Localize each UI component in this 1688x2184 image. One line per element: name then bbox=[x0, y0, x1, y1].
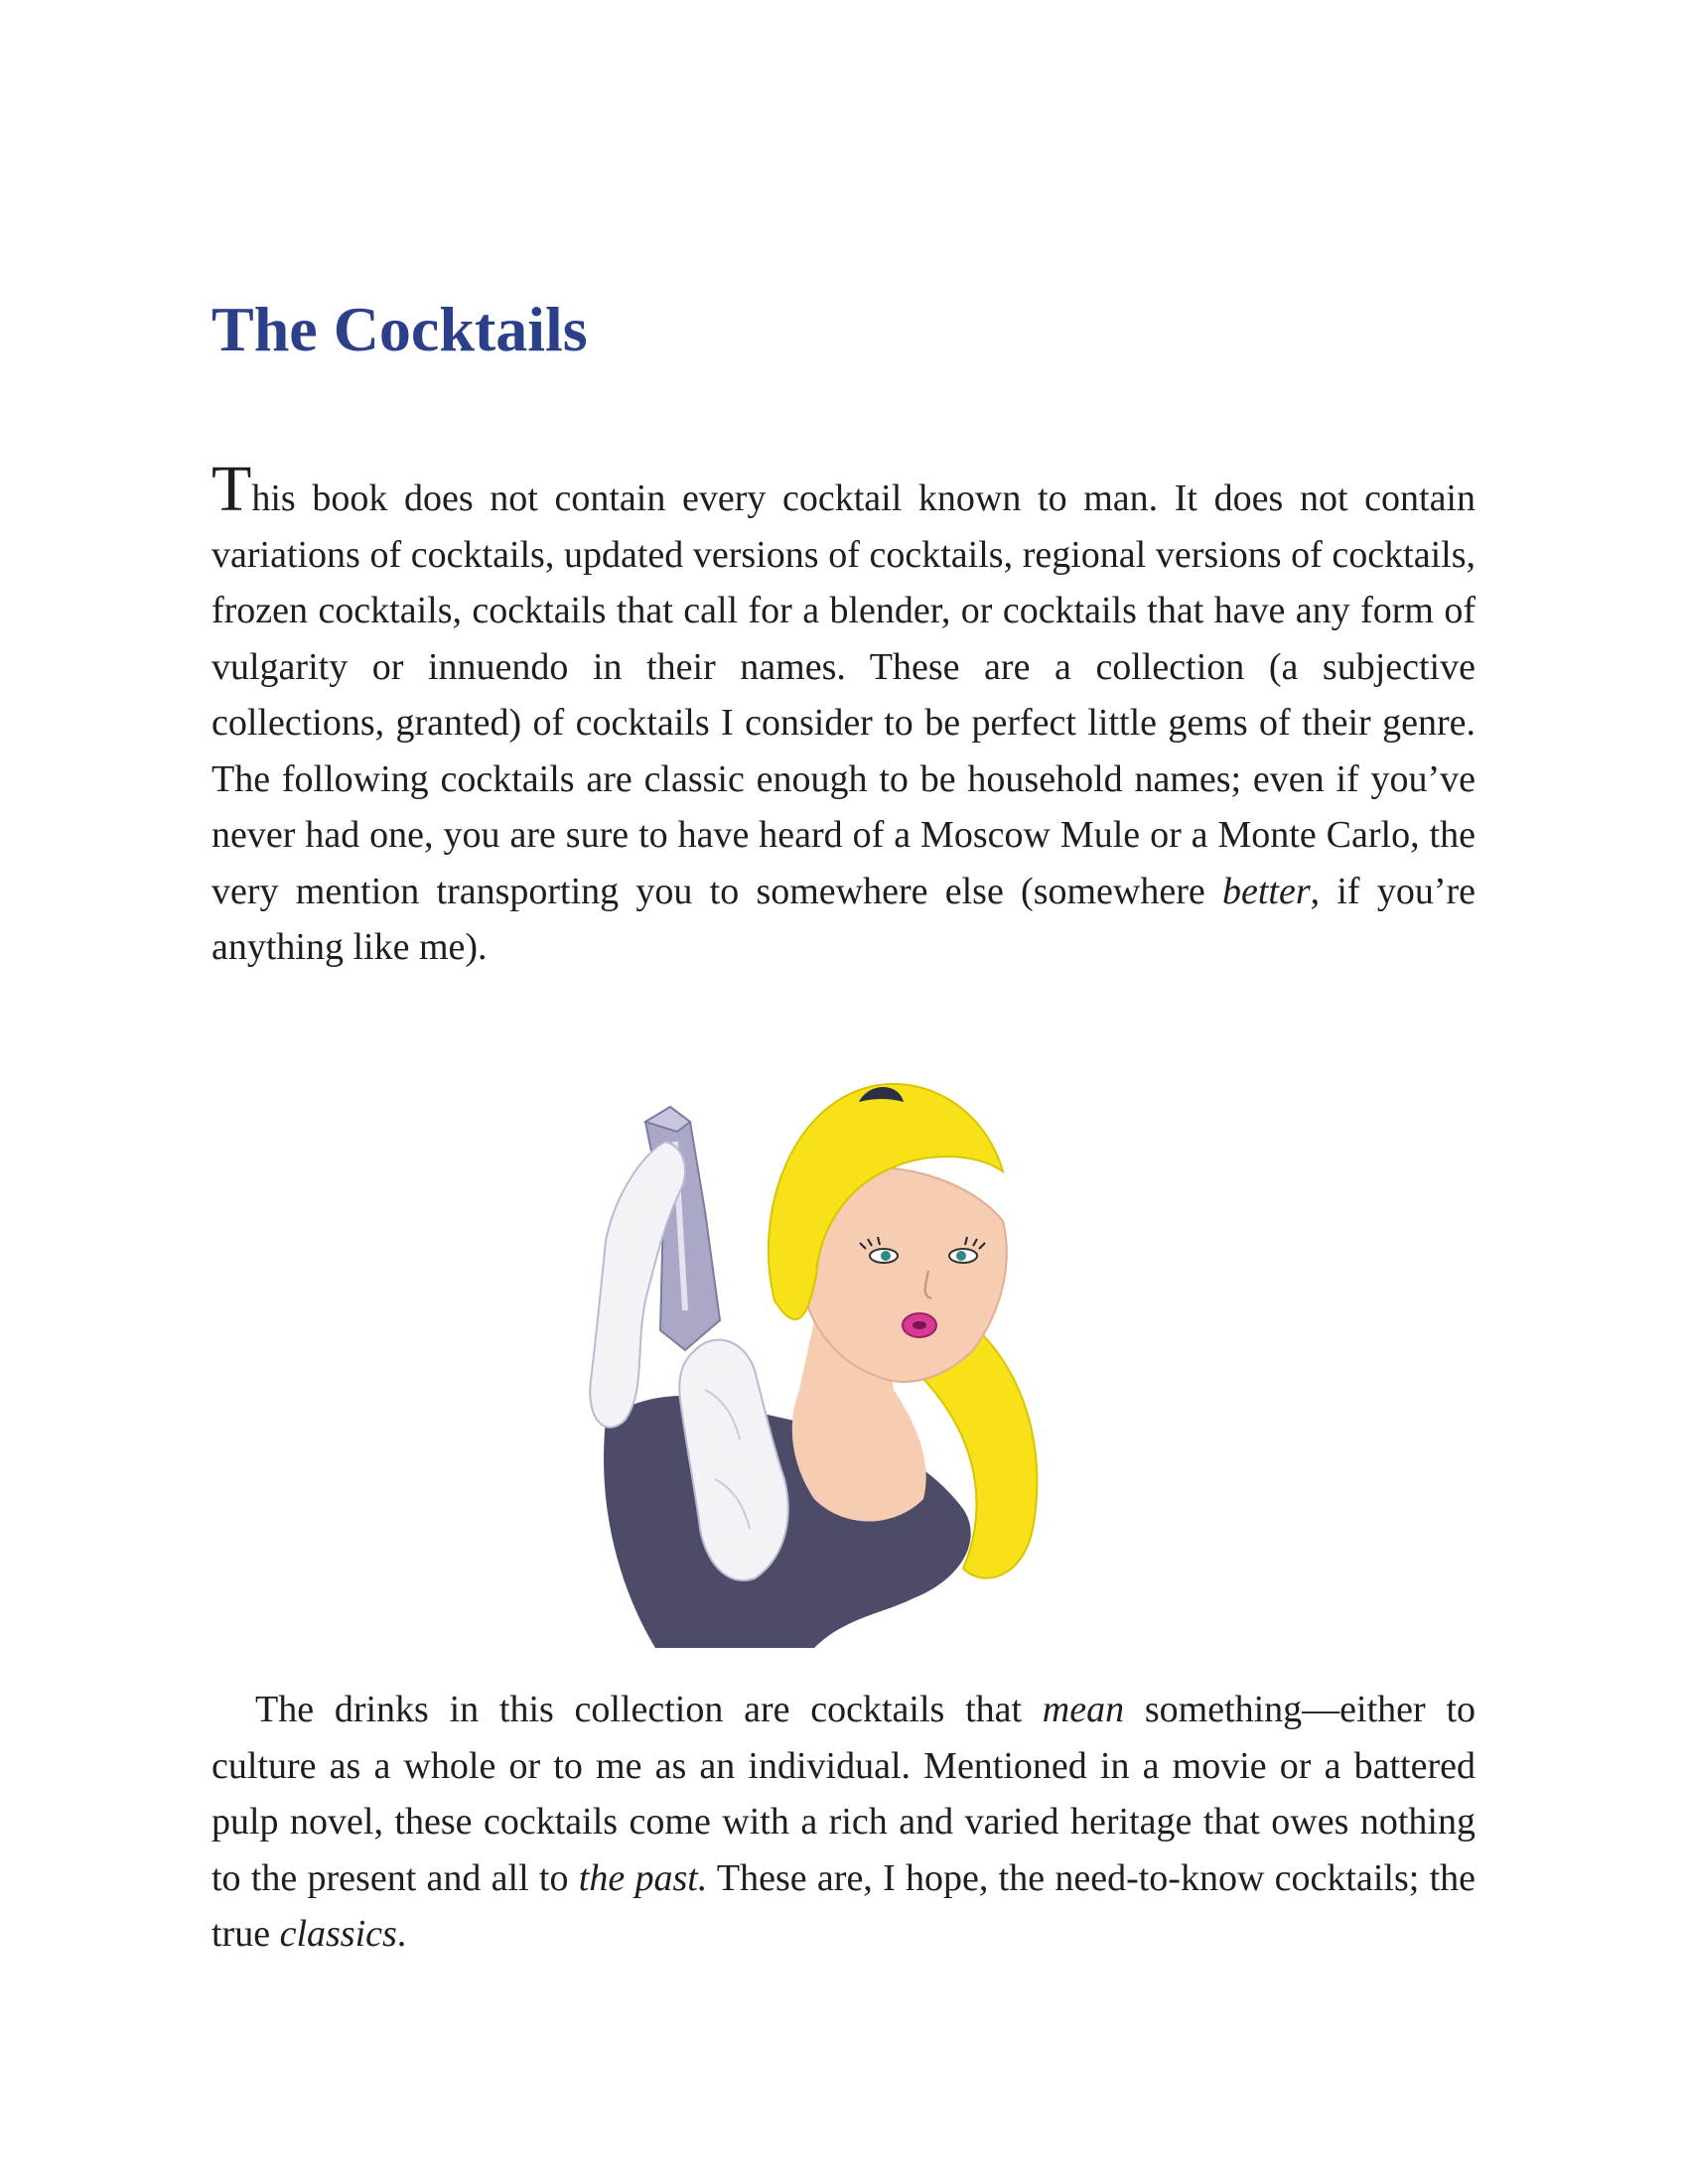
emphasis-classics: classics bbox=[279, 1913, 397, 1955]
closing-paragraph bbox=[211, 1682, 1476, 1963]
closing-text-part-2: something—either to culture as a whole or to me as an individual. Mentioned in a movie or a battered pulp novel, these cocktails come with a rich and varied heritage that owes nothing to the present and all to bbox=[211, 1689, 1476, 1899]
closing-text-part-1: The drinks in this collection are cocktails that bbox=[255, 1689, 1043, 1730]
woman-with-cocktail-shaker-illustration bbox=[586, 1062, 1102, 1658]
emphasis-the-past: the past. bbox=[578, 1856, 708, 1899]
drop-cap: T bbox=[211, 453, 252, 525]
chapter-title: The Cocktails bbox=[211, 294, 588, 364]
intro-text-part-1: his book does not contain every cocktail known to man. It does not contain variations of cocktails, updated versions of cocktails, regional versions of cocktails, frozen cocktails, cocktails that call for a blender, or cocktails that have any form of vulgarity or innuendo in their names. These are a collection (a subjective collections, granted) of cocktails I consider to be perfect little gems of their genre. The following cocktails are classic enough to be household names; even if you’ve never had one, you are sure to have heard of a Moscow Mule or a Monte Carlo, the very mention transporting you to somewhere else (somewhere bbox=[211, 478, 1476, 912]
emphasis-mean: mean bbox=[1042, 1689, 1125, 1730]
emphasis-better: better bbox=[1221, 870, 1311, 912]
closing-text-part-3: These are, I hope, the need-to-know cocktails; the true bbox=[211, 1856, 1476, 1955]
intro-text-part-2: , if you’re anything like me). bbox=[211, 870, 1476, 968]
intro-paragraph bbox=[211, 453, 1476, 976]
closing-text-part-4: . bbox=[396, 1913, 407, 1955]
